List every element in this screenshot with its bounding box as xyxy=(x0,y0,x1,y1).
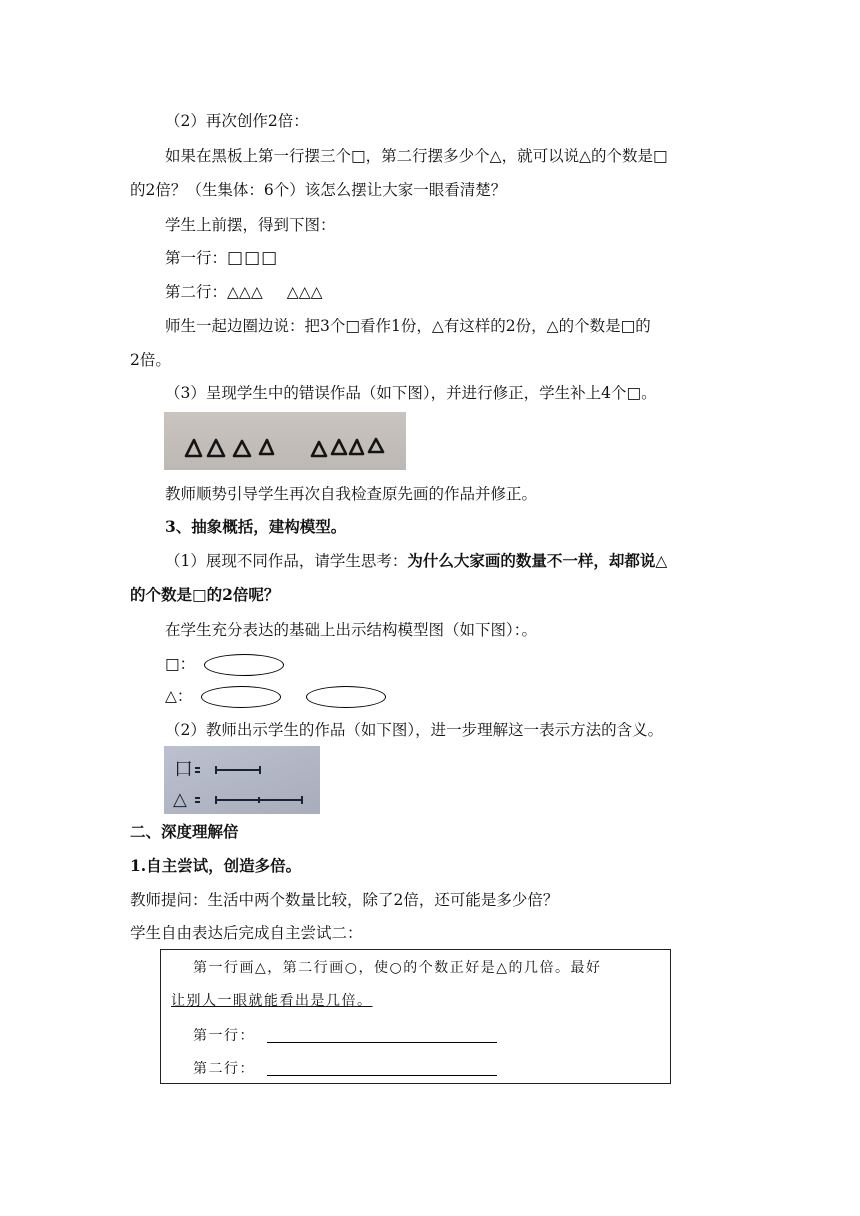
task-row2-blank[interactable] xyxy=(267,1075,497,1076)
para-wrong-work: （3）呈现学生中的错误作品（如下图），并进行修正，学生补上4个□。 xyxy=(165,384,657,402)
think-question-part2: 的个数是□的2倍呢？ xyxy=(130,585,280,604)
para-complete-task: 学生自由表达后完成自主尝试二： xyxy=(130,924,363,942)
handdrawn-triangles-icon xyxy=(164,412,406,470)
handdrawn-square-symbol: 口 xyxy=(174,758,194,780)
para-circle-explain-line2: 2倍。 xyxy=(130,351,171,369)
student-work-photo-segments xyxy=(164,746,320,814)
model-ellipse-triangle-1 xyxy=(201,686,281,708)
task-box xyxy=(160,949,671,1084)
para-circle-explain-line1: 师生一起边圈边说：把3个□看作1份，△有这样的2份，△的个数是□的 xyxy=(165,317,651,335)
handdrawn-triangle-symbol: △ xyxy=(173,789,187,810)
row2-triangles-group2: △△△ xyxy=(286,283,323,301)
subheading-create-multiples: 1.自主尝试，创造多倍。 xyxy=(130,856,302,875)
row1-squares: □□□ xyxy=(227,248,279,268)
row2-label: 第二行： xyxy=(165,283,228,301)
row2-example xyxy=(165,282,323,302)
row2-triangles-group1: △△△ xyxy=(227,283,263,301)
task-row1-label: 第一行： xyxy=(193,1028,255,1044)
para-create-2x-heading: （2）再次创作2倍： xyxy=(165,112,309,130)
model-triangle-label: △： xyxy=(165,687,193,705)
task-instruction-line1: 第一行画△，第二行画○，使○的个数正好是△的几倍。最好 xyxy=(193,960,602,976)
model-ellipse-square xyxy=(204,654,284,676)
row1-example xyxy=(165,248,278,268)
para-model-intro: 在学生充分表达的基础上出示结构模型图（如下图）：。 xyxy=(165,621,538,639)
para-question-line2: 的2倍？（生集体：6个）该怎么摆让大家一眼看清楚？ xyxy=(130,181,507,199)
task-instruction-line2: 让别人一眼就能看出是几倍。 xyxy=(171,993,373,1009)
model-triangle-row xyxy=(165,686,386,708)
model-ellipse-triangle-2 xyxy=(306,686,386,708)
section-heading-abstract: 3、抽象概括，建构模型。 xyxy=(165,517,347,536)
task-row2-label: 第二行： xyxy=(193,1061,255,1077)
row1-label: 第一行： xyxy=(165,249,228,267)
task-row1-blank[interactable] xyxy=(267,1042,497,1043)
model-square-label: □： xyxy=(165,655,196,673)
student-work-photo-triangles xyxy=(164,412,406,470)
handdrawn-segment-model-icon xyxy=(164,746,320,814)
para-question-line1: 如果在黑板上第一行摆三个□，第二行摆多少个△，就可以说△的个数是□ xyxy=(165,147,668,165)
para-teacher-shows-work: （2）教师出示学生的作品（如下图），进一步理解这一表示方法的含义。 xyxy=(165,721,664,739)
para-think-line1 xyxy=(165,551,667,571)
para-teacher-question: 教师提问：生活中两个数量比较，除了2倍，还可能是多少倍？ xyxy=(130,891,559,909)
para-self-check: 教师顺势引导学生再次自我检查原先画的作品并修正。 xyxy=(165,485,538,503)
section-heading-deep-understanding: 二、深度理解倍 xyxy=(130,822,239,841)
think-prompt: （1）展现不同作品，请学生思考： xyxy=(165,552,408,570)
model-square-row xyxy=(165,654,284,676)
think-question-part1: 为什么大家画的数量不一样，却都说△ xyxy=(407,551,668,570)
para-students-arrange: 学生上前摆，得到下图： xyxy=(165,216,336,234)
